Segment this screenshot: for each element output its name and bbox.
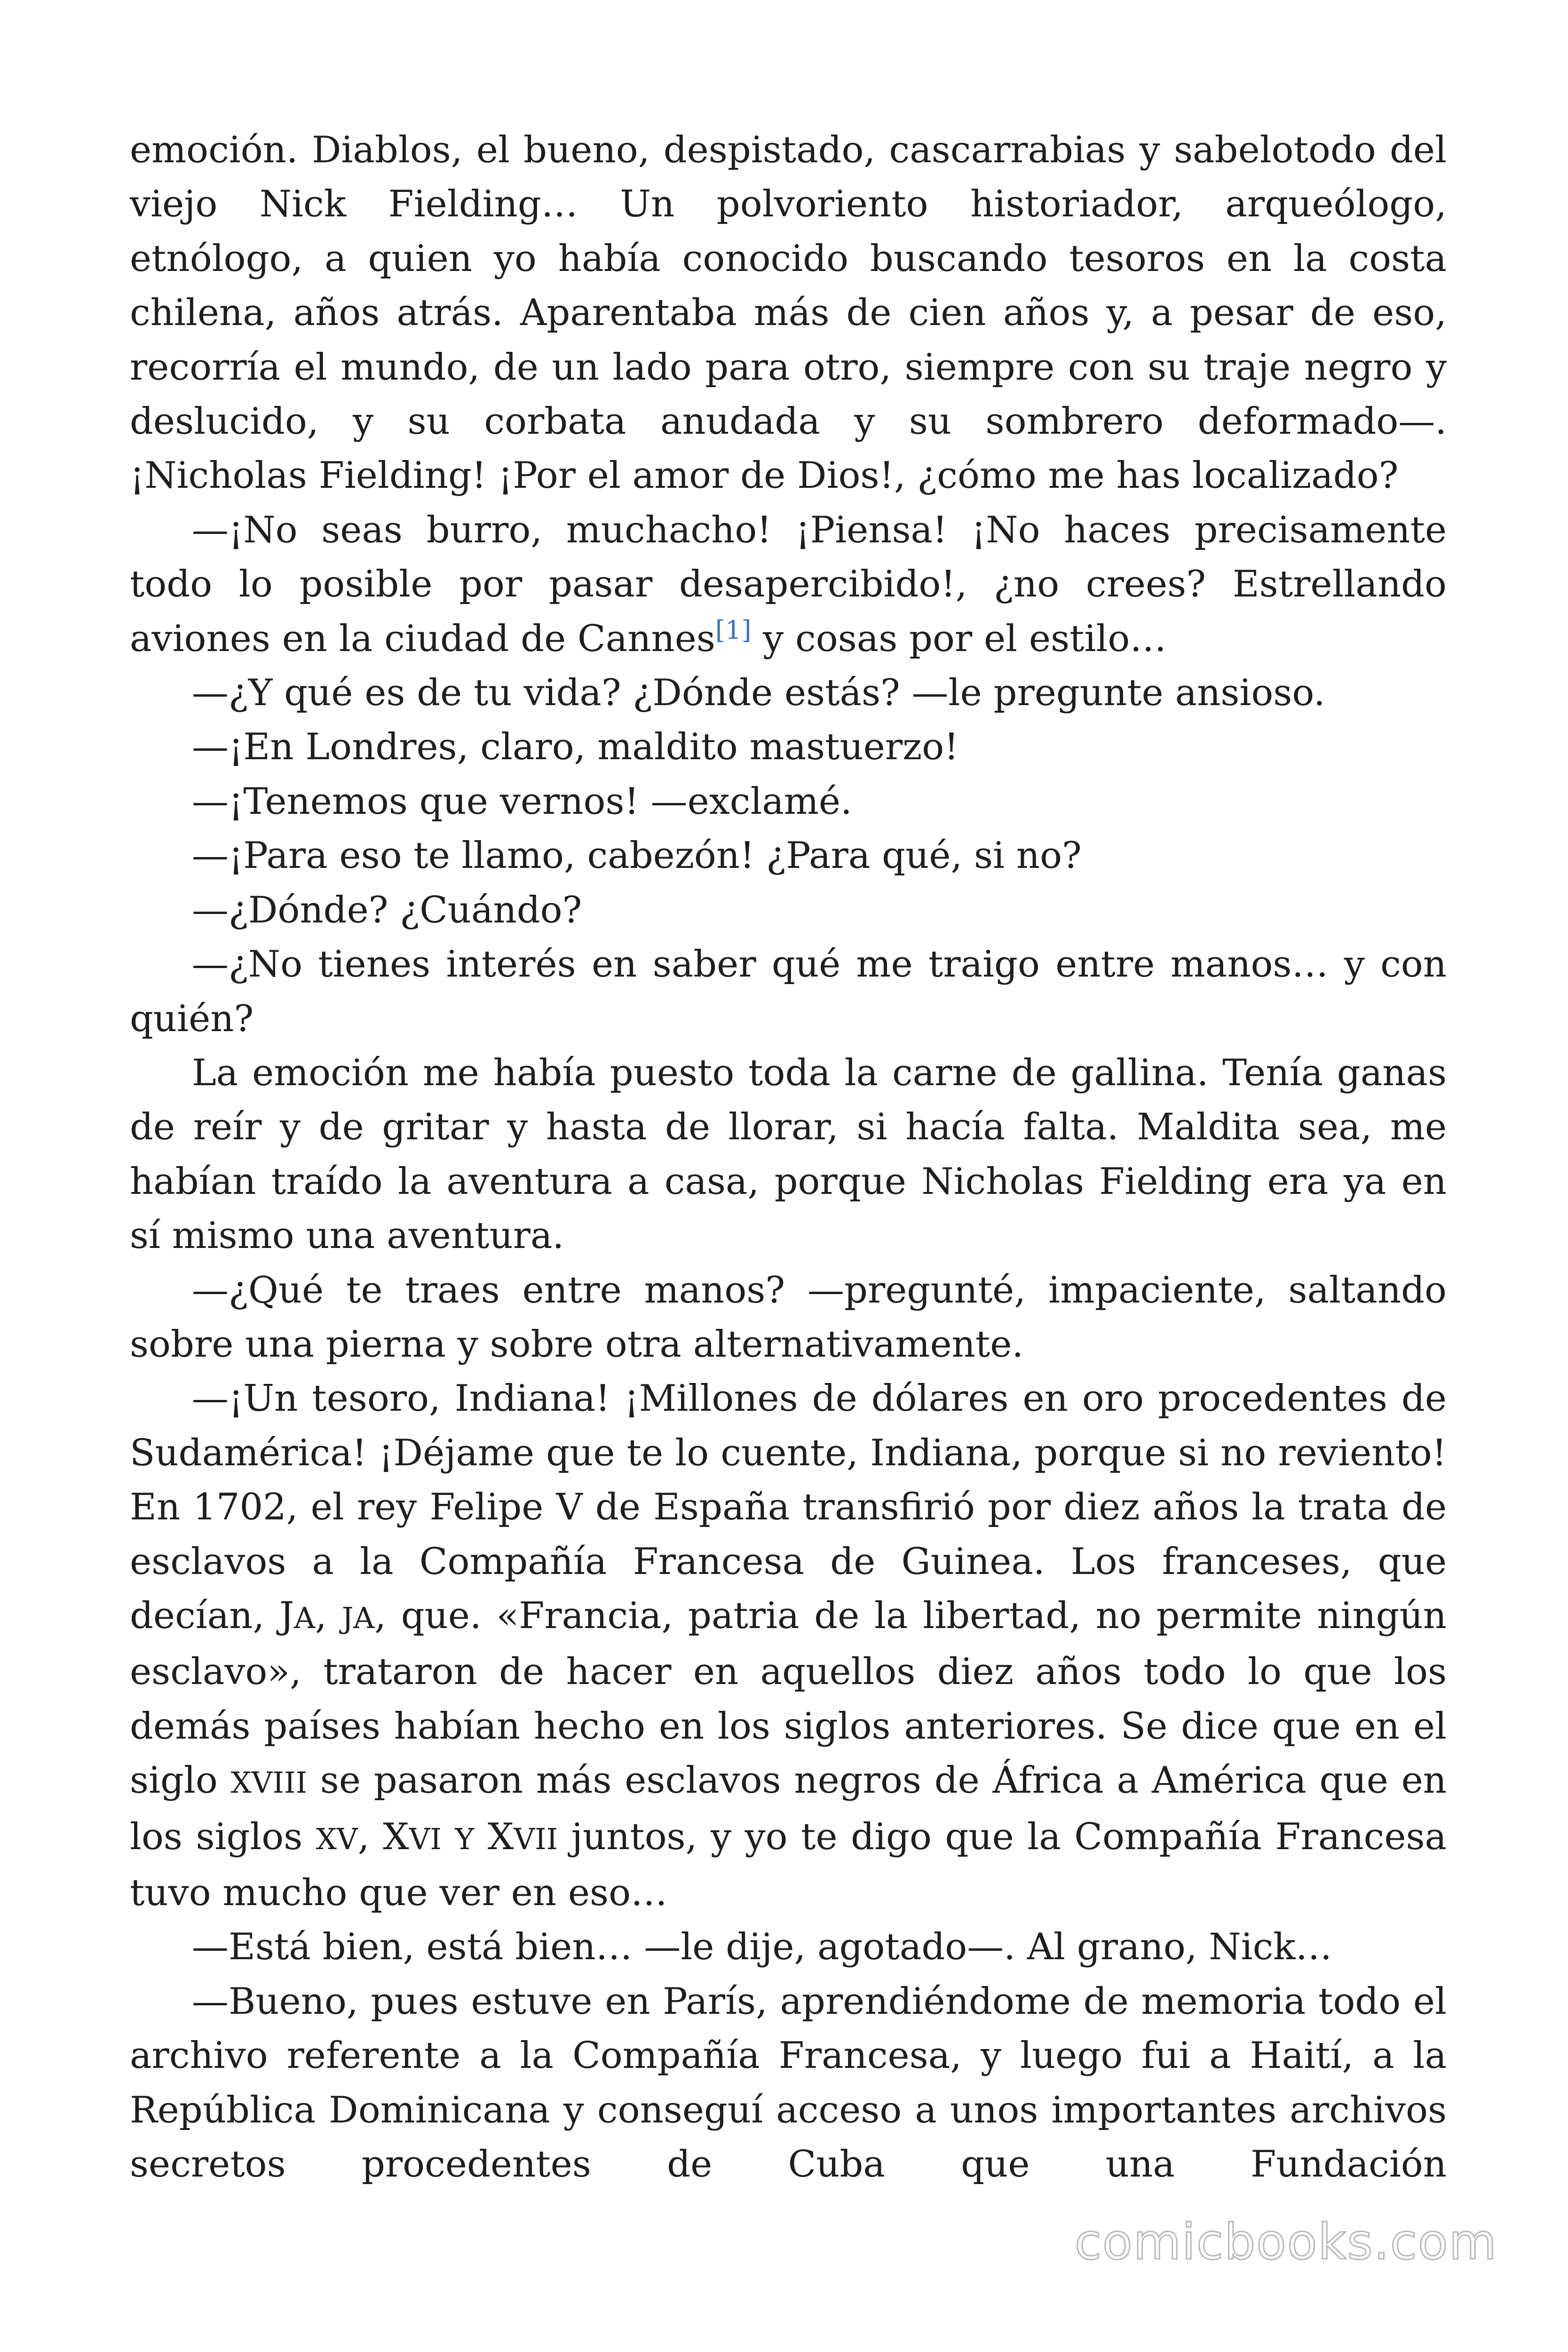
book-page: [130, 123, 1447, 2192]
p11-text-4: ,: [357, 1815, 383, 1858]
p11-space-2: [474, 1816, 488, 1858]
paragraph-10: —¿Qué te traes entre manos? —pregunté, impaciente, saltando sobre una pierna y sobre otra alternativamente.: [130, 1269, 1447, 1366]
paragraph-5: —¡Tenemos que vernos! —exclamé.: [192, 780, 852, 823]
paragraph-8: —¿No tienes interés en saber qué me traigo entre manos… y con quién?: [130, 943, 1447, 1040]
paragraph-1: emoción. Diablos, el bueno, despistado, cascarrabias y sabelotodo del viejo Nick Fielding… Un polvoriento historiador, arqueólogo, etnólogo, a quien yo había conocido buscando tesoros en la costa chilena, años atrás. Aparentaba más de cien años y, a pesar de eso, recorría el mundo, de un lado para otro, siempre con su traje negro y deslucido, y su corbata anudada y su sombrero deformado—. ¡Nicholas Fielding! ¡Por el amor de Dios!, ¿cómo me has localizado?: [130, 129, 1447, 497]
century-xvi-cap: X: [383, 1815, 409, 1858]
paragraph-12: —Está bien, está bien… —le dije, agotado—. Al grano, Nick…: [192, 1926, 1332, 1969]
ja-cap: J: [279, 1594, 294, 1637]
p11-text-1: —¡Un tesoro, Indiana! ¡Millones de dólares en oro procedentes de Sudamérica! ¡Déjame que te lo cuente, Indiana, porque si no reviento! En 1702, el rey Felipe V de España transfirió por diez años la trata de esclavos a la Compañía Francesa de Guinea. Los franceses, que decían,: [130, 1377, 1447, 1637]
ja-small-2: JA: [341, 1600, 375, 1635]
paragraph-6: —¡Para eso te llamo, cabezón! ¿Para qué, si no?: [192, 834, 1082, 877]
paragraph-2: [130, 503, 1447, 666]
footnote-link[interactable]: [1]: [715, 615, 752, 645]
paragraph-11: [130, 1372, 1447, 1920]
paragraph-7: —¿Dónde? ¿Cuándo?: [192, 889, 582, 931]
p11-text-5: juntos, y yo te digo que la Compañía Francesa tuvo mucho que ver en eso…: [130, 1815, 1447, 1914]
century-xvii-small: VII: [514, 1821, 558, 1856]
watermark: comicbooks.com: [1074, 2213, 1497, 2271]
century-xviii: XVIII: [230, 1765, 307, 1800]
paragraph-4: —¡En Londres, claro, maldito mastuerzo!: [192, 726, 959, 769]
p11-text-3: se pasaron más esclavos negros de África a América que en los siglos: [130, 1759, 1447, 1858]
p11-sep: ,: [315, 1594, 342, 1637]
century-xvii-cap: X: [487, 1815, 514, 1858]
paragraph-13: —Bueno, pues estuve en París, aprendiéndome de memoria todo el archivo referente a la Compañía Francesa, y luego fui a Haití, a la República Dominicana y conseguí acceso a unos importantes archivos secretos procedentes de Cuba que una Fundación: [130, 1980, 1447, 2186]
conjunction-y: Y: [455, 1821, 475, 1856]
paragraph-9: La emoción me había puesto toda la carne de gallina. Tenía ganas de reír y de gritar y hasta de llorar, si hacía falta. Maldita sea, me habían traído la aventura a casa, porque Nicholas Fielding era ya en sí mismo una aventura.: [130, 1051, 1447, 1257]
p11-text-2: , que. «Francia, patria de la libertad, no permite ningún esclavo», trataron de hacer en aquellos diez años todo lo que los demás países habían hecho en los siglos anteriores. Se dice que en el siglo: [130, 1594, 1447, 1802]
paragraph-3: —¿Y qué es de tu vida? ¿Dónde estás? —le pregunte ansioso.: [192, 672, 1325, 715]
paragraph-2-text: —¡No seas burro, muchacho! ¡Piensa! ¡No haces precisamente todo lo posible por pasar desapercibido!, ¿no crees? Estrellando aviones en la ciudad de Cannes: [130, 509, 1447, 660]
paragraph-2-text-end: y cosas por el estilo…: [751, 617, 1167, 660]
century-xv: XV: [316, 1821, 358, 1856]
ja-small: A: [294, 1600, 316, 1635]
century-xvi-small: VI: [409, 1821, 442, 1856]
p11-space-1: [442, 1816, 455, 1858]
